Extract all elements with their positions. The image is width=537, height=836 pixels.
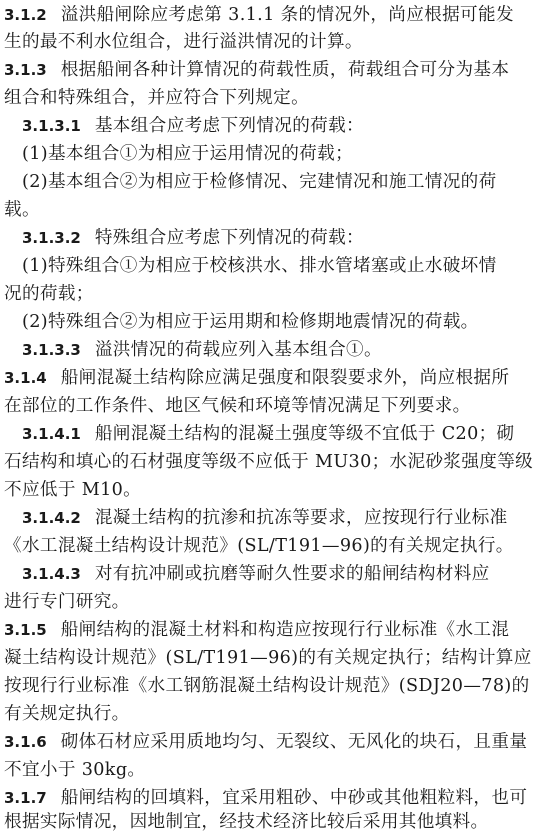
paragraph-line xyxy=(4,532,514,560)
clause-number: 3.1.2 xyxy=(4,6,47,24)
paragraph-line xyxy=(22,420,515,448)
paragraph-line xyxy=(4,84,309,112)
clause-number: 3.1.4.2 xyxy=(22,509,81,527)
clause-text: 不应低于 M10。 xyxy=(4,480,142,500)
clause-text: 特殊组合应考虑下列情况的荷载： xyxy=(94,228,365,248)
clause-text: 船闸结构的回填料，宜采用粗砂、中砂或其他粗粒料，也可 xyxy=(60,788,528,808)
clause-text: (2)特殊组合②为相应于运用期和检修期地震情况的荷载。 xyxy=(22,312,479,332)
paragraph-line xyxy=(22,336,382,364)
clause-number: 3.1.3 xyxy=(4,61,47,79)
paragraph-line xyxy=(4,672,530,700)
clause-text: 《水工混凝土结构设计规范》(SL/T191—96)的有关规定执行。 xyxy=(4,536,514,556)
clause-text: 组合和特殊组合，并应符合下列规定。 xyxy=(4,88,310,108)
paragraph-line xyxy=(4,756,145,784)
paragraph-line xyxy=(4,700,130,728)
clause-text: 有关规定执行。 xyxy=(4,704,130,724)
clause-number: 3.1.7 xyxy=(4,789,47,807)
clause-number: 3.1.5 xyxy=(4,621,47,639)
clause-number: 3.1.3.3 xyxy=(22,341,81,359)
paragraph-line xyxy=(4,476,141,504)
paragraph-line xyxy=(4,728,527,756)
clause-text: (1)基本组合①为相应于运用情况的荷载； xyxy=(22,144,354,164)
clause-number: 3.1.3.1 xyxy=(22,117,81,135)
clause-text: 船闸混凝土结构的混凝土强度等级不宜低于 C20；砌 xyxy=(94,424,515,444)
clause-text: 溢洪船闸除应考虑第 3.1.1 条的情况外，尚应根据可能发 xyxy=(60,5,514,25)
paragraph-line xyxy=(22,112,364,140)
paragraph-line xyxy=(22,224,364,252)
clause-text: 凝土结构设计规范》(SL/T191—96)的有关规定执行；结构计算应 xyxy=(4,648,532,668)
list-item-line xyxy=(22,140,353,168)
clause-text: 生的最不利水位组合，进行溢洪情况的计算。 xyxy=(4,32,363,52)
clause-text: 船闸混凝土结构除应满足强度和限裂要求外，尚应根据所 xyxy=(60,368,510,388)
clause-text: 在部位的工作条件、地区气候和环境等情况满足下列要求。 xyxy=(4,396,471,416)
clause-text: 砌体石材应采用质地均匀、无裂纹、无风化的块石，且重量 xyxy=(60,732,528,752)
clause-text: 进行专门研究。 xyxy=(4,592,130,612)
clause-text: 对有抗冲刷或抗磨等耐久性要求的船闸结构材料应 xyxy=(94,564,490,584)
list-item-line xyxy=(4,280,94,308)
paragraph-line xyxy=(22,504,508,532)
clause-number: 3.1.4 xyxy=(4,369,47,387)
clause-text: 船闸结构的混凝土材料和构造应按现行行业标准《水工混 xyxy=(60,620,510,640)
paragraph-line xyxy=(4,392,471,420)
clause-text: (2)基本组合②为相应于检修情况、完建情况和施工情况的荷 xyxy=(22,172,497,192)
paragraph-line xyxy=(4,448,533,476)
paragraph-line xyxy=(4,644,532,672)
paragraph-line xyxy=(4,616,509,644)
paragraph-line xyxy=(22,560,490,588)
clause-number: 3.1.3.2 xyxy=(22,229,81,247)
clause-text: 基本组合应考虑下列情况的荷载： xyxy=(94,116,365,136)
clause-text: 根据船闸各种计算情况的荷载性质，荷载组合可分为基本 xyxy=(60,60,510,80)
paragraph-line xyxy=(4,1,514,29)
clause-number: 3.1.6 xyxy=(4,733,47,751)
paragraph-line xyxy=(4,588,130,616)
clause-number: 3.1.4.3 xyxy=(22,565,81,583)
clause-number: 3.1.4.1 xyxy=(22,425,81,443)
clause-text: 根据实际情况，因地制宜，经技术经济比较后采用其他填料。 xyxy=(4,812,489,832)
clause-text: 载。 xyxy=(4,200,40,220)
list-item-line xyxy=(22,168,497,196)
clause-text: (1)特殊组合①为相应于校核洪水、排水管堵塞或止水破坏情 xyxy=(22,256,497,276)
paragraph-line xyxy=(4,808,488,836)
paragraph-line xyxy=(4,28,363,56)
clause-text: 混凝土结构的抗渗和抗冻等要求，应按现行行业标准 xyxy=(94,508,508,528)
list-item-line xyxy=(22,252,497,280)
paragraph-line xyxy=(4,56,509,84)
clause-text: 不宜小于 30kg。 xyxy=(4,760,146,780)
clause-text: 溢洪情况的荷载应列入基本组合①。 xyxy=(94,340,382,360)
clause-text: 按现行行业标准《水工钢筋混凝土结构设计规范》(SDJ20—78)的 xyxy=(4,676,530,696)
paragraph-line xyxy=(4,364,509,392)
list-item-line xyxy=(22,308,479,336)
clause-text: 况的荷载； xyxy=(4,284,94,304)
list-item-line xyxy=(4,196,40,224)
clause-text: 石结构和填心的石材强度等级不应低于 MU30；水泥砂浆强度等级 xyxy=(4,452,534,472)
